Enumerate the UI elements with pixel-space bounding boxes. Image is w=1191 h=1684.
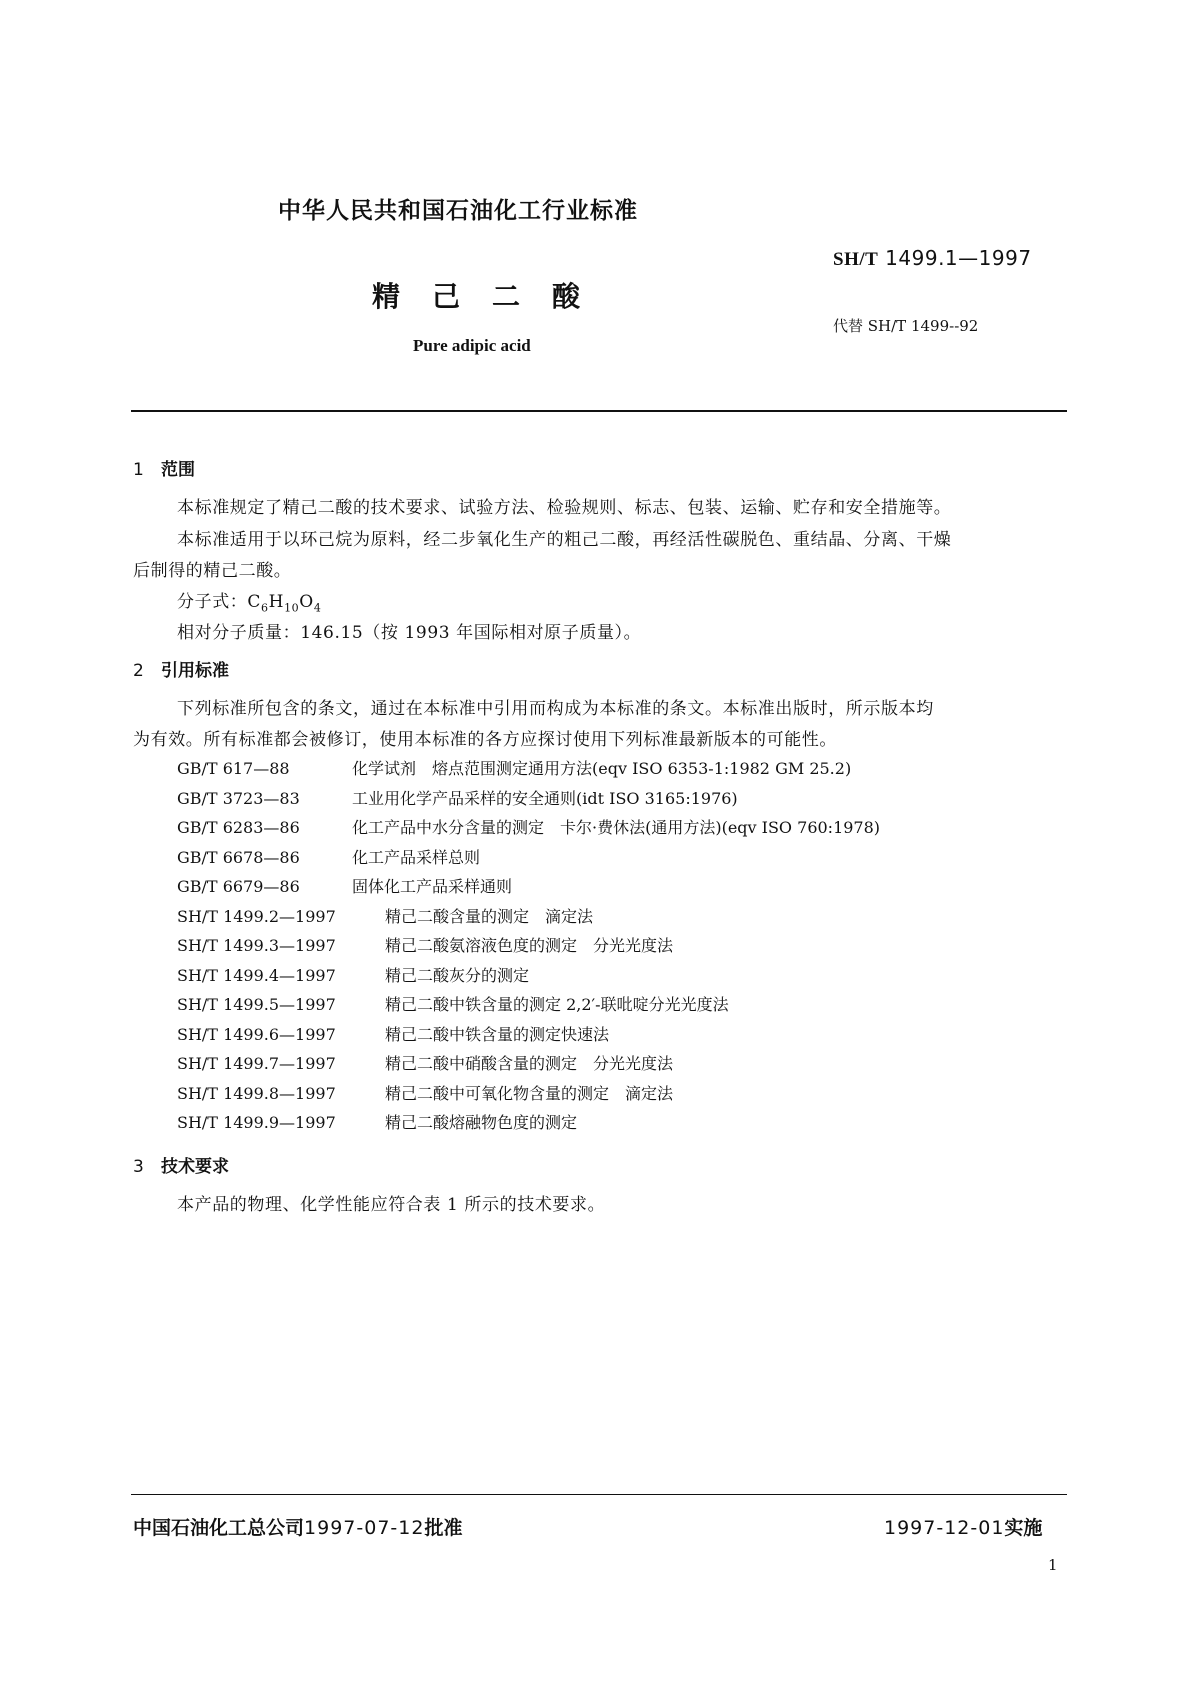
reference-item (177, 815, 880, 838)
section-title: 技术要求 (161, 1157, 229, 1177)
reference-code: SH/T 1499.3—1997 (177, 936, 336, 955)
section-number: 1 (133, 460, 144, 480)
standard-code-prefix: SH/T (833, 249, 879, 270)
approver: 中国石油化工总公司 (133, 1517, 305, 1539)
header-divider (131, 410, 1067, 412)
reference-code: SH/T 1499.6—1997 (177, 1025, 336, 1044)
section-number: 3 (133, 1157, 144, 1177)
reference-title: 精己二酸中铁含量的测定 2,2′-联吡啶分光光度法 (385, 995, 729, 1014)
reference-title: 工业用化学产品采样的安全通则(idt ISO 3165:1976) (352, 789, 738, 808)
relative-molecular-mass: 相对分子质量：146.15（按 1993 年国际相对原子质量）。 (177, 623, 642, 643)
reference-item (177, 1081, 673, 1104)
reference-title: 精己二酸氨溶液色度的测定 分光光度法 (385, 936, 674, 955)
reference-code: GB/T 3723—83 (177, 789, 300, 808)
reference-title: 固体化工产品采样通则 (352, 877, 513, 896)
formula-c: C (247, 592, 262, 612)
reference-code: SH/T 1499.9—1997 (177, 1113, 336, 1132)
reference-item (177, 904, 593, 927)
reference-item (177, 992, 729, 1015)
section-2-heading (133, 656, 229, 681)
formula-o-sub: 4 (313, 601, 322, 615)
section-2-para-1b: 为有效。所有标准都会被修订，使用本标准的各方应探讨使用下列标准最新版本的可能性。 (133, 730, 837, 750)
effective-date: 1997-12-01 (884, 1517, 1005, 1539)
section-title: 引用标准 (161, 661, 229, 681)
standard-code-number: 1499.1—1997 (885, 246, 1032, 270)
footer-approval (133, 1513, 462, 1540)
reference-item (177, 933, 673, 956)
reference-title: 精己二酸灰分的测定 (385, 966, 530, 985)
approve-word: 批准 (424, 1517, 463, 1539)
reference-item (177, 845, 480, 868)
molecular-formula (177, 587, 321, 614)
section-title: 范围 (161, 460, 195, 480)
reference-code: SH/T 1499.2—1997 (177, 907, 336, 926)
formula-h-sub: 10 (284, 601, 300, 615)
document-title: 精己二酸 (372, 280, 613, 313)
reference-code: GB/T 6283—86 (177, 818, 300, 837)
section-3-para-1: 本产品的物理、化学性能应符合表 1 所示的技术要求。 (177, 1195, 606, 1215)
replaces-note: 代替 SH/T 1499--92 (833, 317, 979, 335)
section-1-heading (133, 455, 195, 480)
reference-item (177, 874, 512, 897)
section-2-para-1a: 下列标准所包含的条文，通过在本标准中引用而构成为本标准的条文。本标准出版时，所示版本均 (177, 699, 934, 719)
reference-item (177, 963, 529, 986)
document-title-english: Pure adipic acid (413, 336, 531, 355)
formula-label: 分子式： (177, 592, 248, 612)
footer-effective (884, 1513, 1042, 1540)
section-1-para-1: 本标准规定了精己二酸的技术要求、试验方法、检验规则、标志、包装、运输、贮存和安全措施等。 (177, 498, 952, 518)
reference-code: SH/T 1499.8—1997 (177, 1084, 336, 1103)
reference-code: GB/T 6679—86 (177, 877, 300, 896)
reference-item (177, 1110, 577, 1133)
reference-item (177, 756, 851, 779)
section-number: 2 (133, 661, 144, 681)
reference-item (177, 786, 738, 809)
reference-code: GB/T 617—88 (177, 759, 290, 778)
reference-title: 精己二酸中可氧化物含量的测定 滴定法 (385, 1084, 674, 1103)
approve-date: 1997-07-12 (304, 1517, 425, 1539)
formula-c-sub: 6 (261, 601, 269, 615)
reference-code: GB/T 6678—86 (177, 848, 300, 867)
page-number: 1 (1048, 1556, 1058, 1574)
reference-title: 精己二酸熔融物色度的测定 (385, 1113, 578, 1132)
reference-title: 精己二酸含量的测定 滴定法 (385, 907, 594, 926)
reference-code: SH/T 1499.7—1997 (177, 1054, 336, 1073)
reference-item (177, 1022, 609, 1045)
standard-code (833, 246, 1032, 271)
reference-title: 精己二酸中硝酸含量的测定 分光光度法 (385, 1054, 674, 1073)
formula-h: H (268, 592, 285, 612)
reference-title: 精己二酸中铁含量的测定快速法 (385, 1025, 610, 1044)
standard-org-heading: 中华人民共和国石油化工行业标准 (278, 198, 638, 224)
reference-title: 化工产品采样总则 (352, 848, 481, 867)
section-1-para-2a: 本标准适用于以环己烷为原料，经二步氧化生产的粗己二酸，再经活性碳脱色、重结晶、分离、干燥 (177, 530, 952, 550)
footer-divider (131, 1494, 1067, 1495)
formula-o: O (299, 592, 314, 612)
reference-item (177, 1051, 673, 1074)
section-3-heading (133, 1152, 229, 1177)
reference-code: SH/T 1499.5—1997 (177, 995, 336, 1014)
reference-title: 化工产品中水分含量的测定 卡尔·费休法(通用方法)(eqv ISO 760:1978) (352, 818, 881, 837)
section-1-para-2b: 后制得的精己二酸。 (133, 561, 292, 581)
reference-title: 化学试剂 熔点范围测定通用方法(eqv ISO 6353-1:1982 GM 25.2) (352, 759, 852, 778)
effective-word: 实施 (1004, 1517, 1043, 1539)
reference-code: SH/T 1499.4—1997 (177, 966, 336, 985)
